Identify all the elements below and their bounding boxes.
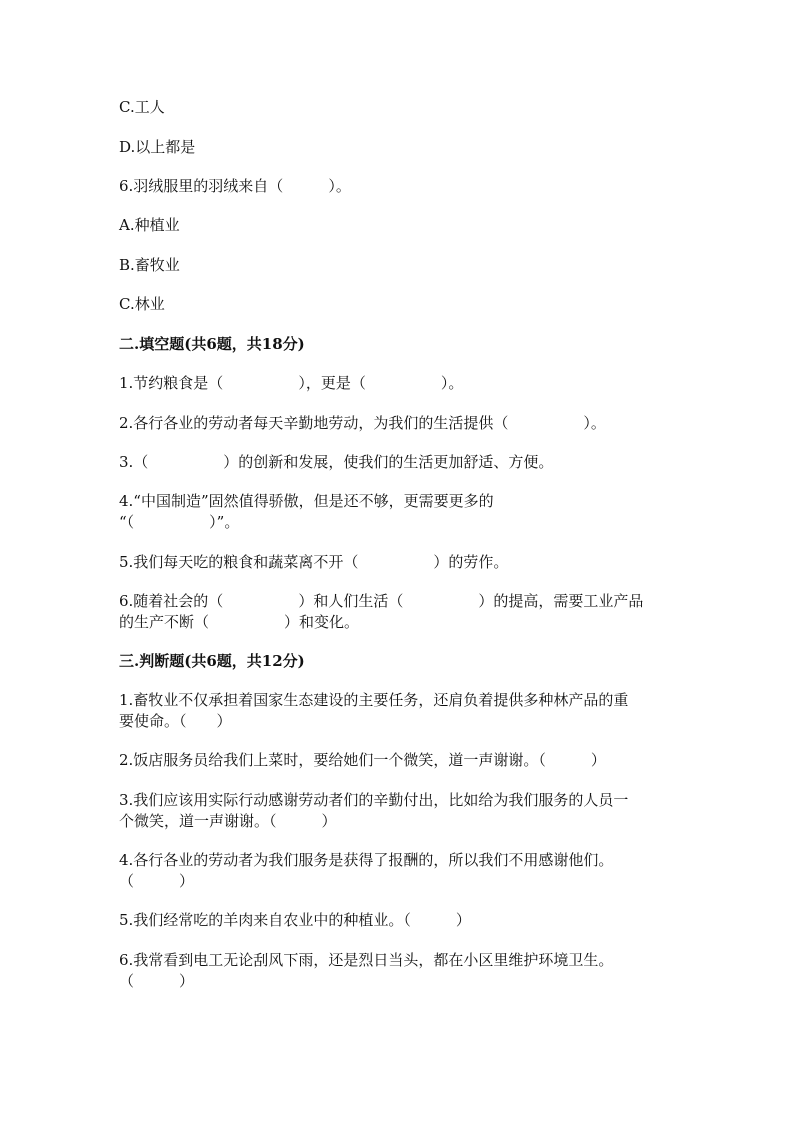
true-false-question-4-line-1: 4.各行各业的劳动者为我们服务是获得了报酬的，所以我们不用感谢他们。 [119, 851, 614, 869]
option-c-forestry: C.林业 [119, 295, 165, 313]
fill-blank-question-2: 2.各行各业的劳动者每天辛勤地劳动，为我们的生活提供（ ）。 [119, 414, 606, 432]
true-false-question-1-line-1: 1.畜牧业不仅承担着国家生态建设的主要任务，还肩负着提供多种林产品的重 [119, 691, 629, 709]
fill-blank-question-4-line-1: 4.“中国制造”固然值得骄傲，但是还不够，更需要更多的 [119, 492, 494, 510]
option-c-workers: C.工人 [119, 98, 165, 116]
question-6-choice: 6.羽绒服里的羽绒来自（ ）。 [119, 177, 351, 195]
fill-blank-question-3: 3.（ ）的创新和发展，使我们的生活更加舒适、方便。 [119, 453, 554, 471]
fill-blank-question-1: 1.节约粮食是（ ），更是（ ）。 [119, 374, 464, 392]
true-false-question-6-line-2: （ ） [119, 972, 195, 990]
true-false-question-3-line-1: 3.我们应该用实际行动感谢劳动者们的辛勤付出，比如给为我们服务的人员一 [119, 791, 629, 809]
true-false-question-5: 5.我们经常吃的羊肉来自农业中的种植业。（ ） [119, 911, 471, 929]
section-true-false-heading: 三.判断题(共6题，共12分) [119, 652, 305, 670]
section-fill-blank-heading: 二.填空题(共6题，共18分) [119, 335, 305, 353]
true-false-question-3-line-2: 个微笑，道一声谢谢。（ ） [119, 812, 337, 830]
true-false-question-2: 2.饭店服务员给我们上菜时，要给她们一个微笑，道一声谢谢。（ ） [119, 751, 606, 769]
option-d-all-above: D.以上都是 [119, 138, 196, 156]
fill-blank-question-5: 5.我们每天吃的粮食和蔬菜离不开（ ）的劳作。 [119, 553, 509, 571]
fill-blank-question-6-line-1: 6.随着社会的（ ）和人们生活（ ）的提高，需要工业产品 [119, 592, 644, 610]
fill-blank-question-6-line-2: 的生产不断（ ）和变化。 [119, 613, 360, 631]
true-false-question-4-line-2: （ ） [119, 872, 195, 890]
fill-blank-question-4-line-2: “（ ）”。 [119, 513, 240, 531]
true-false-question-1-line-2: 要使命。（ ） [119, 712, 232, 730]
option-a-planting: A.种植业 [119, 216, 180, 234]
true-false-question-6-line-1: 6.我常看到电工无论刮风下雨，还是烈日当头，都在小区里维护环境卫生。 [119, 951, 614, 969]
option-b-animal-husbandry: B.畜牧业 [119, 256, 180, 274]
